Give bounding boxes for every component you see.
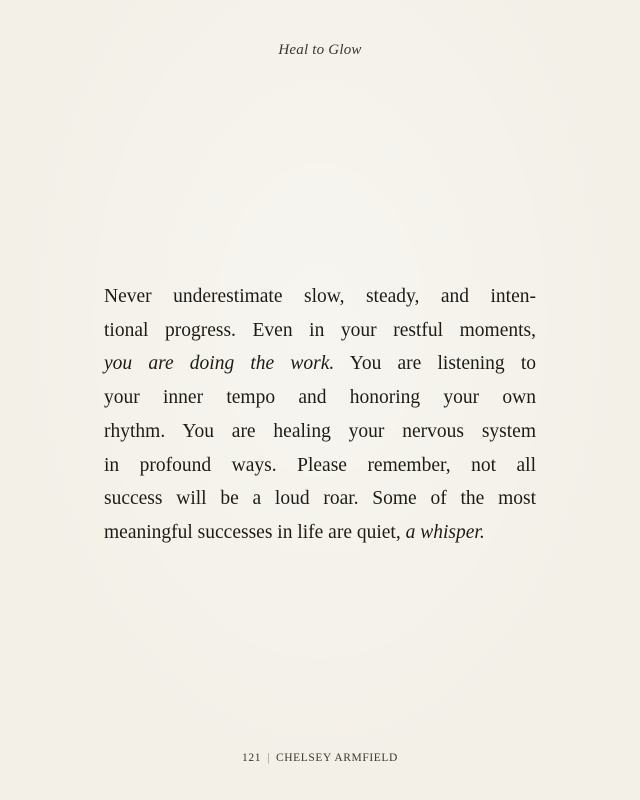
page-footer xyxy=(0,752,640,764)
text-run: success will be a loud roar. Some of the most xyxy=(104,488,536,510)
page-number: 121 xyxy=(242,752,262,764)
body-paragraph xyxy=(104,280,536,550)
running-head: Heal to Glow xyxy=(278,42,362,58)
text-line xyxy=(104,381,536,415)
text-run: Never underestimate slow, steady, and inten- xyxy=(104,286,536,307)
text-line xyxy=(104,449,536,483)
footer-separator: | xyxy=(267,752,270,764)
text-line xyxy=(104,347,536,381)
text-line xyxy=(104,415,536,449)
italic-text: you are doing the work. xyxy=(104,353,335,375)
text-run: rhythm. You are healing your nervous system xyxy=(104,420,536,442)
author-name: CHELSEY ARMFIELD xyxy=(276,752,398,764)
text-line xyxy=(104,280,536,314)
italic-text: a whisper. xyxy=(405,521,485,543)
text-line xyxy=(104,482,536,516)
text-line xyxy=(104,314,536,348)
text-line xyxy=(104,516,536,550)
text-run: meaningful successes in life are quiet, xyxy=(104,521,406,543)
text-run: You are listening to xyxy=(334,353,536,375)
text-run: in profound ways. Please remember, not all xyxy=(104,454,536,476)
text-run: tional progress. Even in your restful moments, xyxy=(104,319,536,341)
text-run: your inner tempo and honoring your own xyxy=(104,387,536,409)
